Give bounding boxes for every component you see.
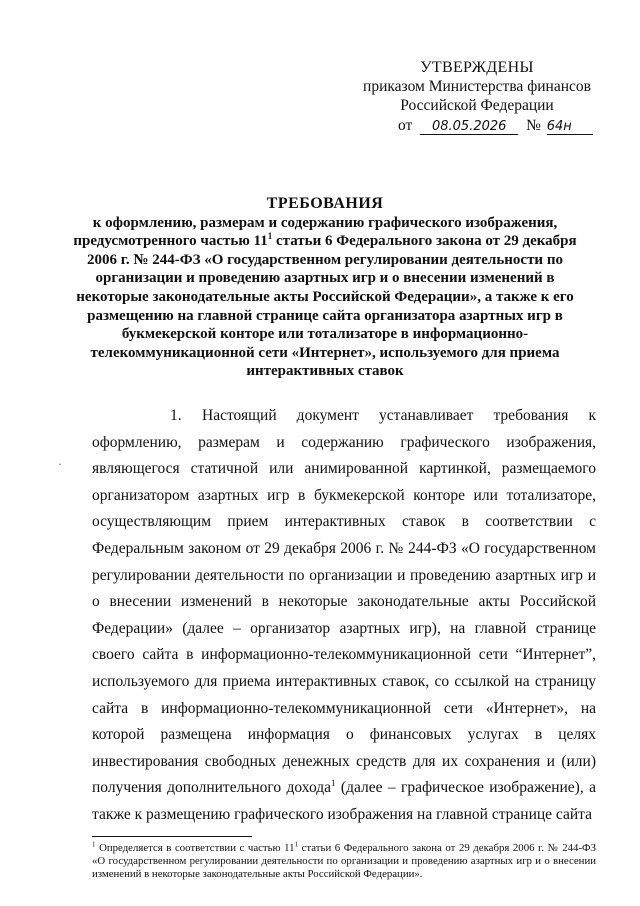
paragraph-number: 1. (170, 407, 182, 424)
date-prefix: от (398, 117, 413, 134)
paragraph-1 (92, 403, 596, 829)
title-heading: ТРЕБОВАНИЯ (266, 195, 384, 212)
handwritten-order-number: 64н (547, 120, 593, 135)
handwritten-date: 08.05.2026 (420, 120, 518, 135)
paragraph-text-part-2: (далее – графическое изображение), а также к размещению графического изображения на главной странице сайта (92, 779, 596, 823)
footnote-reference: 1 (331, 778, 336, 789)
approval-line-country: Российской Федерации (400, 97, 554, 114)
number-prefix: № (526, 117, 541, 134)
footnote-marker: 1 (92, 840, 96, 849)
approval-heading: УТВЕРЖДЕНЫ (420, 59, 534, 76)
approval-date-line (352, 116, 602, 135)
footnote-text-part-1: Определяется в соответствии с частью 11 (95, 842, 295, 854)
footnote (92, 842, 596, 881)
approval-line-ministry: приказом Министерства финансов (363, 78, 591, 95)
document-title (70, 195, 580, 381)
footnote-superscript: 1 (294, 840, 299, 849)
footnote-text-part-2: статьи 6 Федерального закона от 29 декабря 2006 г. № 244-ФЗ «О государственном регулировании деятельности по организации и проведению азартных игр и о внесении изменений в некоторые законодательные акты Российской Федерации». (92, 842, 596, 880)
paragraph-text-part-1: Настоящий документ устанавливает требования к оформлению, размерам и содержанию графического изображения, являющегося статичной или анимированной картинкой, размещаемого организатором азартных игр в букмекерской конторе или тотализаторе, осуществляющим прием интерактивных ставок в соответствии с Федеральным законом от 29 декабря 2006 г. № 244-ФЗ «О государственном регулировании деятельности по организации и проведению азартных игр и о внесении изменений в некоторые законодательные акты Российской Федерации» (далее – организатор азартных игр), на главной странице своего сайта в информационно-телекоммуникационной сети “Интернет”, используемого для приема интерактивных ставок, со ссылкой на страницу сайта в информационно-телекоммуникационной сети «Интернет», на которой размещена информация о финансовых услугах в целях инвестирования свободных денежных средств для их сохранения и (или) получения дополнительного дохода (92, 407, 596, 797)
title-text-part-1: к оформлению, размерам и содержанию графического изображения, предусмотренного частью 11 (73, 214, 558, 250)
title-text-part-2: статьи 6 Федерального закона от 29 декабря 2006 г. № 244-ФЗ «О государственном регулировании деятельности по организации и проведению азартных игр и о внесении изменений в некоторые законодательные акты Российской Федерации», а также к его размещению на главной странице сайта организатора азартных игр в букмекерской конторе или тотализаторе в информационно-телекоммуникационной сети «Интернет», используемого для приема интерактивных ставок (76, 233, 577, 380)
approval-stamp (352, 58, 602, 135)
title-superscript: 1 (267, 231, 273, 242)
footnote-divider (92, 836, 252, 837)
margin-mark: ˯ (58, 452, 62, 466)
